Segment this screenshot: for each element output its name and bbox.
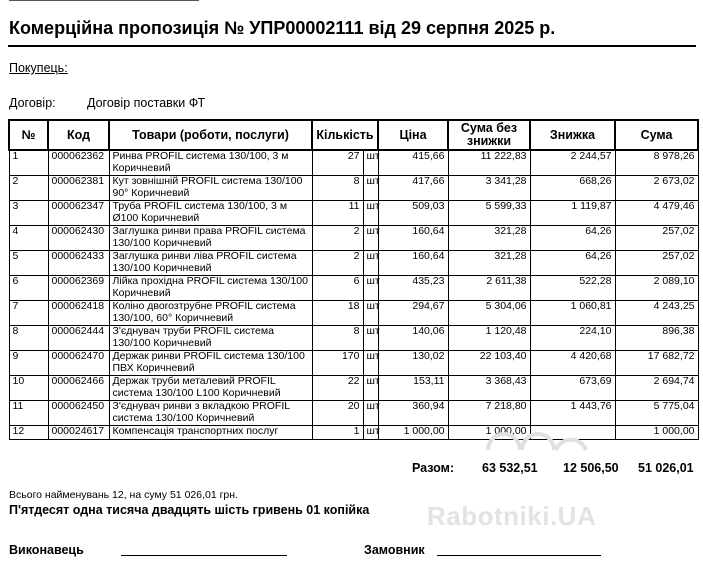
row-sum: 4 479,46 [615, 201, 698, 226]
table-row [9, 376, 698, 401]
row-code: 000062362 [48, 150, 109, 176]
row-unit: шт [363, 150, 378, 176]
row-unit: шт [363, 226, 378, 251]
row-sum: 2 673,02 [615, 176, 698, 201]
row-name: Лійка прохідна PROFIL система 130/100 Коричневий [109, 276, 312, 301]
row-quantity: 8 [312, 176, 363, 201]
row-number: 10 [9, 376, 48, 401]
row-unit: шт [363, 376, 378, 401]
row-name: Ринва PROFIL система 130/100, 3 м Коричневий [109, 150, 312, 176]
row-unit: шт [363, 401, 378, 426]
table-row [9, 401, 698, 426]
row-price: 140,06 [378, 326, 448, 351]
table-row [9, 276, 698, 301]
header-qty: Кількість [312, 120, 378, 150]
row-number: 3 [9, 201, 48, 226]
totals-sum: 51 026,01 [638, 461, 694, 475]
row-sum-no-discount: 321,28 [448, 226, 530, 251]
row-discount: 64,26 [530, 251, 615, 276]
row-price: 294,67 [378, 301, 448, 326]
row-sum: 2 089,10 [615, 276, 698, 301]
row-discount: 2 244,57 [530, 150, 615, 176]
table-row [9, 351, 698, 376]
row-sum: 17 682,72 [615, 351, 698, 376]
row-name: З'єднувач ринви з вкладкою PROFIL система 130/100 Коричневий [109, 401, 312, 426]
row-discount: 673,69 [530, 376, 615, 401]
row-name: Заглушка ринви ліва PROFIL система 130/100 Коричневий [109, 251, 312, 276]
contract-value: Договір поставки ФТ [87, 96, 206, 110]
header-goods: Товари (роботи, послуги) [109, 120, 312, 150]
table-row [9, 251, 698, 276]
row-code: 000062433 [48, 251, 109, 276]
row-name: Компенсація транспортних послуг [109, 426, 312, 440]
table-row [9, 326, 698, 351]
row-code: 000062450 [48, 401, 109, 426]
row-sum-no-discount: 11 222,83 [448, 150, 530, 176]
row-price: 160,64 [378, 226, 448, 251]
row-discount: 224,10 [530, 326, 615, 351]
row-code: 000024617 [48, 426, 109, 440]
header-sum-no-discount: Сума без знижки [448, 120, 530, 150]
top-rule [9, 0, 199, 1]
header-price: Ціна [378, 120, 448, 150]
row-discount: 1 443,76 [530, 401, 615, 426]
table-row [9, 201, 698, 226]
table-row [9, 176, 698, 201]
row-name: З'єднувач труби PROFIL система 130/100 Коричневий [109, 326, 312, 351]
row-unit: шт [363, 351, 378, 376]
row-sum: 8 978,26 [615, 150, 698, 176]
header-code: Код [48, 120, 109, 150]
table-row [9, 301, 698, 326]
row-unit: шт [363, 276, 378, 301]
row-number: 4 [9, 226, 48, 251]
row-sum-no-discount: 5 304,06 [448, 301, 530, 326]
totals-discount: 12 506,50 [563, 461, 619, 475]
row-price: 160,64 [378, 251, 448, 276]
row-unit: шт [363, 176, 378, 201]
row-sum-no-discount: 3 341,28 [448, 176, 530, 201]
watermark-text: Rabotniki.UA [427, 501, 597, 531]
row-quantity: 8 [312, 326, 363, 351]
row-sum: 1 000,00 [615, 426, 698, 440]
row-price: 417,66 [378, 176, 448, 201]
row-price: 415,66 [378, 150, 448, 176]
row-number: 1 [9, 150, 48, 176]
row-code: 000062466 [48, 376, 109, 401]
customer-signature-line [437, 555, 601, 556]
amount-in-words: П'ятдесят одна тисяча двадцять шість гривень 01 копійка [9, 503, 370, 517]
table-row [9, 150, 698, 176]
row-discount: 64,26 [530, 226, 615, 251]
row-code: 000062444 [48, 326, 109, 351]
row-price: 153,11 [378, 376, 448, 401]
row-price: 360,94 [378, 401, 448, 426]
row-sum-no-discount: 321,28 [448, 251, 530, 276]
table-header-row [9, 120, 698, 150]
row-sum-no-discount: 2 611,38 [448, 276, 530, 301]
row-price: 435,23 [378, 276, 448, 301]
row-quantity: 170 [312, 351, 363, 376]
row-number: 5 [9, 251, 48, 276]
row-price: 509,03 [378, 201, 448, 226]
row-sum-no-discount: 3 368,43 [448, 376, 530, 401]
row-number: 12 [9, 426, 48, 440]
totals-label: Разом: [412, 461, 455, 475]
totals-sum-no-discount: 63 532,51 [482, 461, 538, 475]
row-quantity: 27 [312, 150, 363, 176]
row-sum-no-discount: 1 000,00 [448, 426, 530, 440]
row-quantity: 2 [312, 226, 363, 251]
row-discount: 1 060,81 [530, 301, 615, 326]
table-row [9, 426, 698, 440]
header-sum: Сума [615, 120, 698, 150]
row-sum-no-discount: 1 120,48 [448, 326, 530, 351]
document-title: Комерційна пропозиція № УПР00002111 від 29 серпня 2025 р. [9, 18, 556, 38]
row-unit: шт [363, 301, 378, 326]
row-name: Кут зовнішній PROFIL система 130/100 90° Коричневий [109, 176, 312, 201]
summary-count: Всього найменувань 12, на суму 51 026,01 грн. [9, 489, 238, 501]
row-unit: шт [363, 201, 378, 226]
row-quantity: 1 [312, 426, 363, 440]
row-sum: 2 694,74 [615, 376, 698, 401]
customer-label: Замовник [364, 543, 425, 557]
row-sum: 5 775,04 [615, 401, 698, 426]
row-sum-no-discount: 7 218,80 [448, 401, 530, 426]
row-price: 130,02 [378, 351, 448, 376]
row-name: Коліно двоrозтрубне PROFIL система 130/100, 60° Коричневий [109, 301, 312, 326]
row-sum: 4 243,25 [615, 301, 698, 326]
row-discount: 4 420,68 [530, 351, 615, 376]
workers-logo-icon [478, 410, 588, 460]
row-code: 000062381 [48, 176, 109, 201]
row-code: 000062347 [48, 201, 109, 226]
row-code: 000062470 [48, 351, 109, 376]
row-sum: 257,02 [615, 251, 698, 276]
row-quantity: 6 [312, 276, 363, 301]
title-underline [8, 45, 696, 47]
row-quantity: 2 [312, 251, 363, 276]
row-number: 6 [9, 276, 48, 301]
row-sum-no-discount: 22 103,40 [448, 351, 530, 376]
row-number: 11 [9, 401, 48, 426]
row-unit: шт [363, 426, 378, 440]
row-quantity: 22 [312, 376, 363, 401]
table-row [9, 226, 698, 251]
row-sum: 257,02 [615, 226, 698, 251]
row-sum: 896,38 [615, 326, 698, 351]
row-quantity: 18 [312, 301, 363, 326]
row-price: 1 000,00 [378, 426, 448, 440]
executor-label: Виконавець [9, 543, 84, 557]
row-unit: шт [363, 326, 378, 351]
buyer-label: Покупець: [9, 61, 68, 75]
row-name: Заглушка ринви права PROFIL система 130/100 Коричневий [109, 226, 312, 251]
executor-signature-line [121, 555, 287, 556]
contract-label: Договір: [9, 96, 56, 110]
row-number: 9 [9, 351, 48, 376]
row-name: Труба PROFIL система 130/100, 3 м Ø100 Коричневий [109, 201, 312, 226]
row-code: 000062430 [48, 226, 109, 251]
row-discount: 1 119,87 [530, 201, 615, 226]
items-table [8, 119, 699, 440]
row-code: 000062418 [48, 301, 109, 326]
row-discount: 668,26 [530, 176, 615, 201]
row-name: Держак ринви PROFIL система 130/100 ПВХ Коричневий [109, 351, 312, 376]
row-number: 8 [9, 326, 48, 351]
row-number: 7 [9, 301, 48, 326]
header-discount: Знижка [530, 120, 615, 150]
row-quantity: 20 [312, 401, 363, 426]
row-sum-no-discount: 5 599,33 [448, 201, 530, 226]
row-discount: 522,28 [530, 276, 615, 301]
row-unit: шт [363, 251, 378, 276]
row-quantity: 11 [312, 201, 363, 226]
row-name: Держак труби металевий PROFIL система 130/100 L100 Коричневий [109, 376, 312, 401]
header-no: № [9, 120, 48, 150]
row-number: 2 [9, 176, 48, 201]
row-code: 000062369 [48, 276, 109, 301]
